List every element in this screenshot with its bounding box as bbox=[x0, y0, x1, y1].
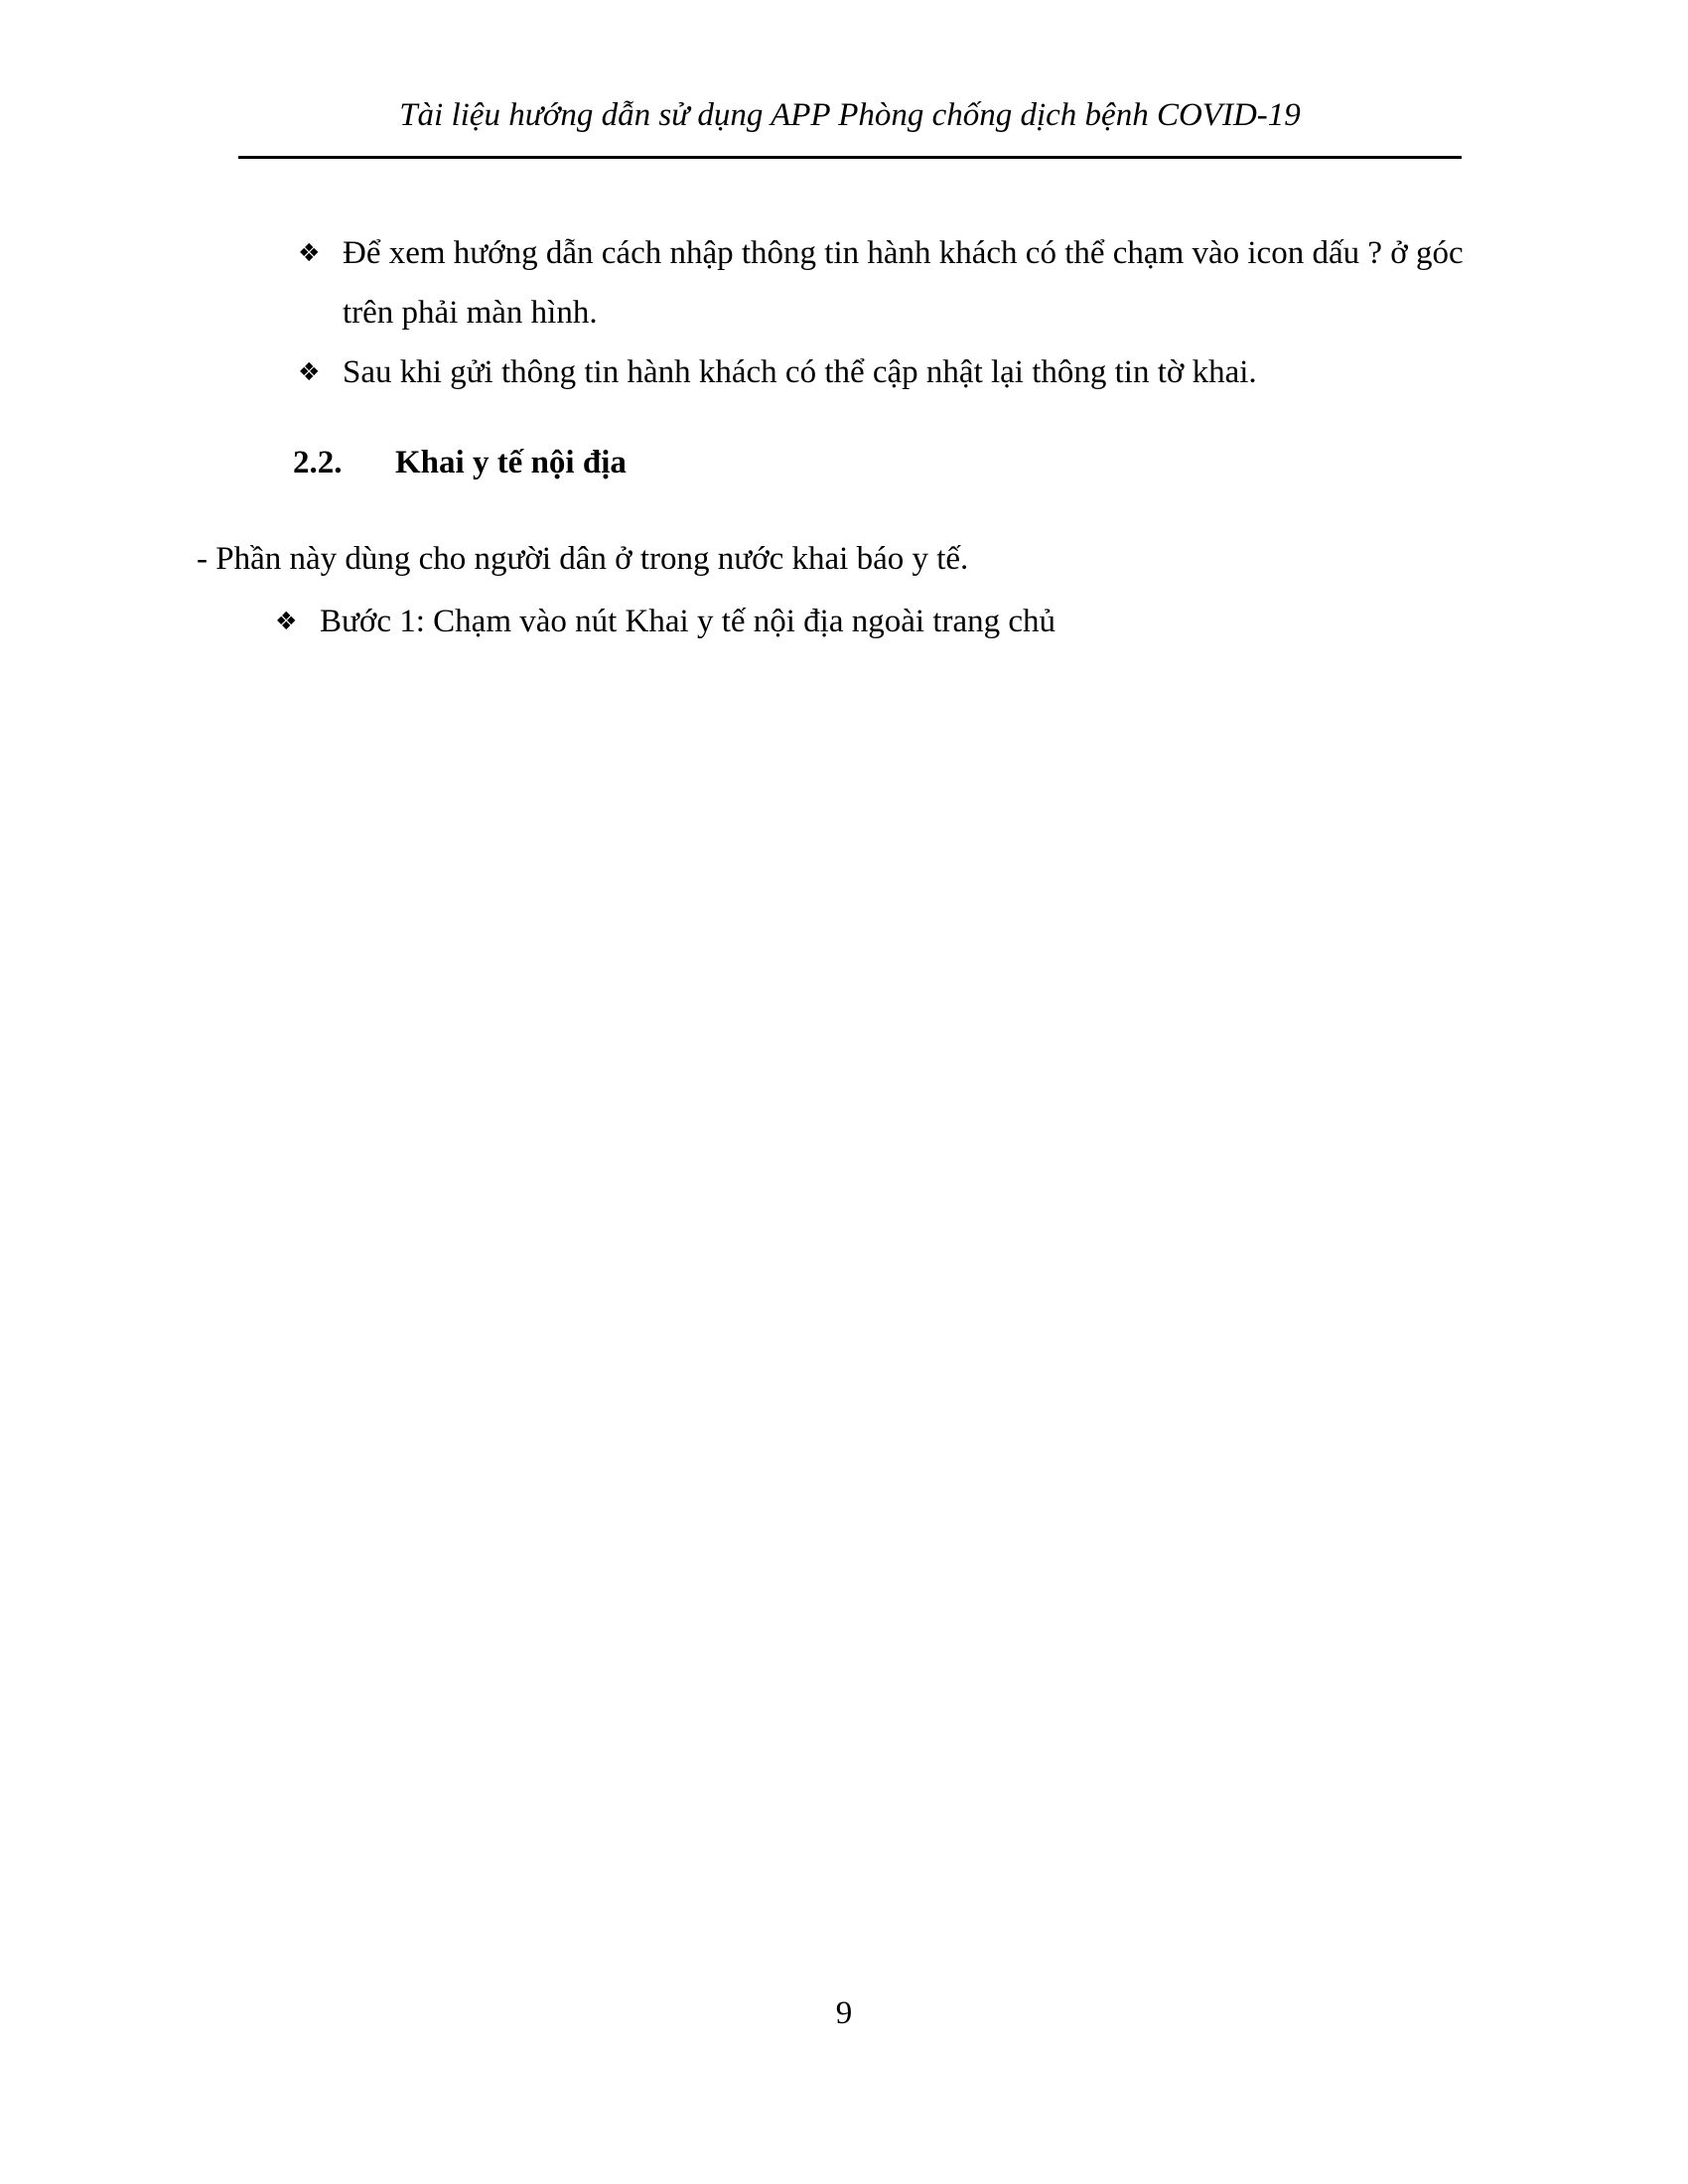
four-diamond-bullet-icon: ❖ bbox=[298, 238, 321, 267]
page-header-title: Tài liệu hướng dẫn sử dụng APP Phòng chống dịch bệnh COVID-19 bbox=[399, 97, 1301, 133]
section-intro-paragraph: - Phần này dùng cho người dân ở trong nước khai báo y tế. bbox=[197, 541, 969, 577]
four-diamond-bullet-icon: ❖ bbox=[298, 357, 321, 386]
bullet-item bbox=[298, 342, 1499, 402]
step-item-text: Bước 1: Chạm vào nút Khai y tế nội địa ngoài trang chủ bbox=[320, 604, 1056, 639]
bullet-item-text: Để xem hướng dẫn cách nhập thông tin hành khách có thể chạm vào icon dấu ? ở góc trên phải màn hình. bbox=[343, 235, 1464, 331]
bullet-item bbox=[298, 223, 1499, 342]
section-number: 2.2. bbox=[293, 445, 343, 480]
section-heading bbox=[293, 433, 627, 492]
bullet-item-text: Sau khi gửi thông tin hành khách có thể cập nhật lại thông tin tờ khai. bbox=[343, 354, 1257, 390]
four-diamond-bullet-icon: ❖ bbox=[275, 607, 298, 635]
page-number: 9 bbox=[835, 1995, 853, 2031]
header-divider bbox=[238, 156, 1462, 159]
step-item bbox=[275, 592, 1467, 651]
section-title: Khai y tế nội địa bbox=[395, 445, 627, 480]
